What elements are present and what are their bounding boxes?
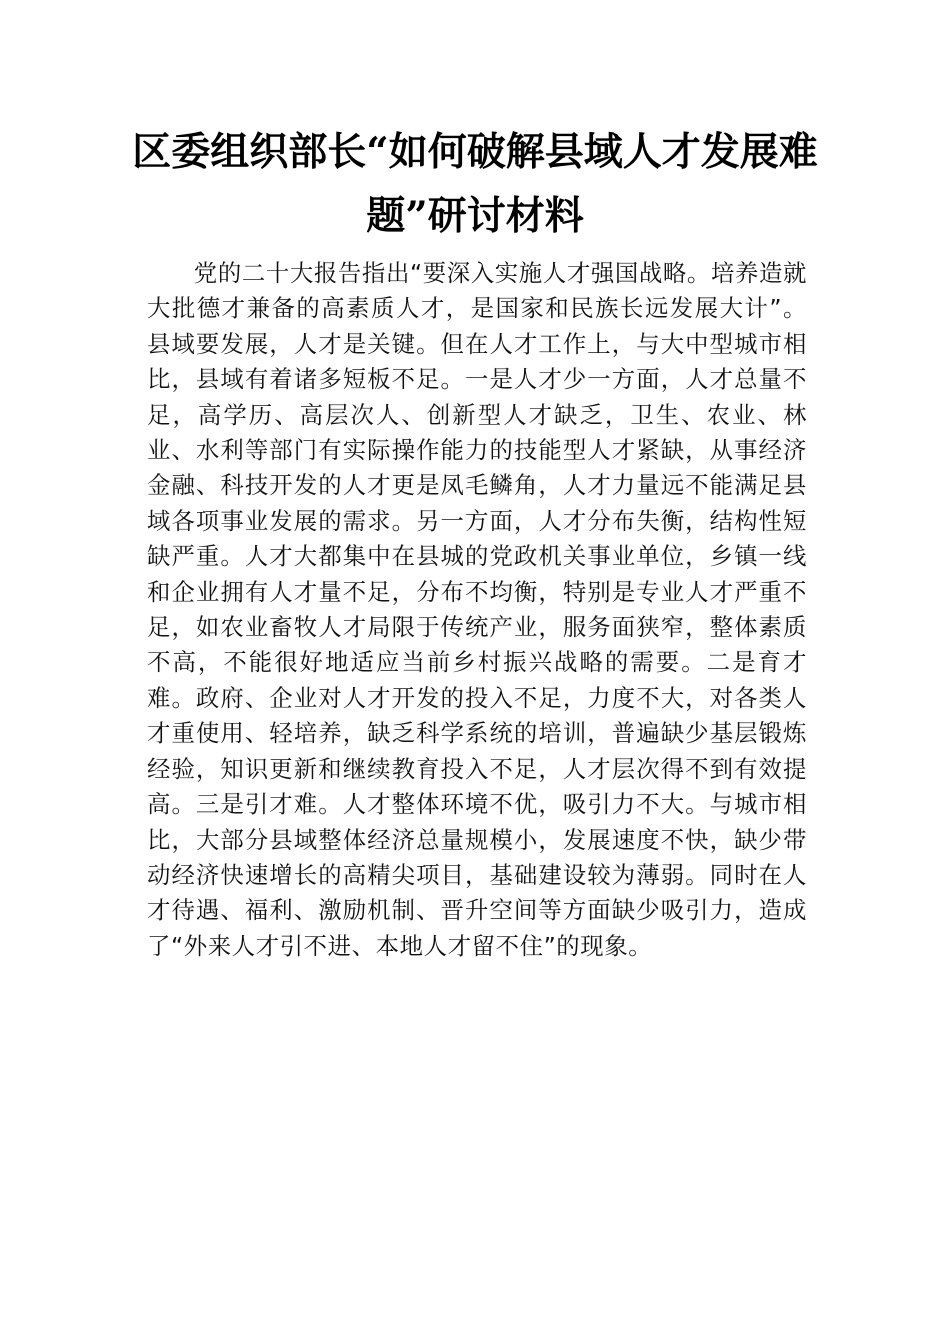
document-title: 区委组织部长“如何破解县域人才发展难题”研讨材料 xyxy=(132,129,818,239)
body-paragraph: 党的二十大报告指出“要深入实施人才强国战略。培养造就大批德才兼备的高素质人才，是国家和民族长远发展大计”。县域要发展，人才是关键。但在人才工作上，与大中型城市相比，县域有着诸多短板不足。一是人才少一方面，人才总量不足，高学历、高层次人、创新型人才缺乏，卫生、农业、林业、水利等部门有实际操作能力的技能型人才紧缺，从事经济金融、科技开发的人才更是凤毛鳞角，人才力量远不能满足县域各项事业发展的需求。另一方面，人才分布失衡，结构性短缺严重。人才大都集中在县城的党政机关事业单位，乡镇一线和企业拥有人才量不足，分布不均衡，特别是专业人才严重不足，如农业畜牧人才局限于传统产业，服务面狭窄，整体素质不高，不能很好地适应当前乡村振兴战略的需要。二是育才难。政府、企业对人才开发的投入不足，力度不大，对各类人才重使用、轻培养，缺乏科学系统的培训，普遍缺少基层锻炼经验，知识更新和继续教育投入不足，人才层次得不到有效提高。三是引才难。人才整体环境不优，吸引力不大。与城市相比，大部分县域整体经济总量规模小，发展速度不快，缺少带动经济快速增长的高精尖项目，基础建设较为薄弱。同时在人才待遇、福利、激励机制、晋升空间等方面缺少吸引力，造成了“外来人才引不进、本地人才留不住”的现象。 xyxy=(147,259,807,960)
